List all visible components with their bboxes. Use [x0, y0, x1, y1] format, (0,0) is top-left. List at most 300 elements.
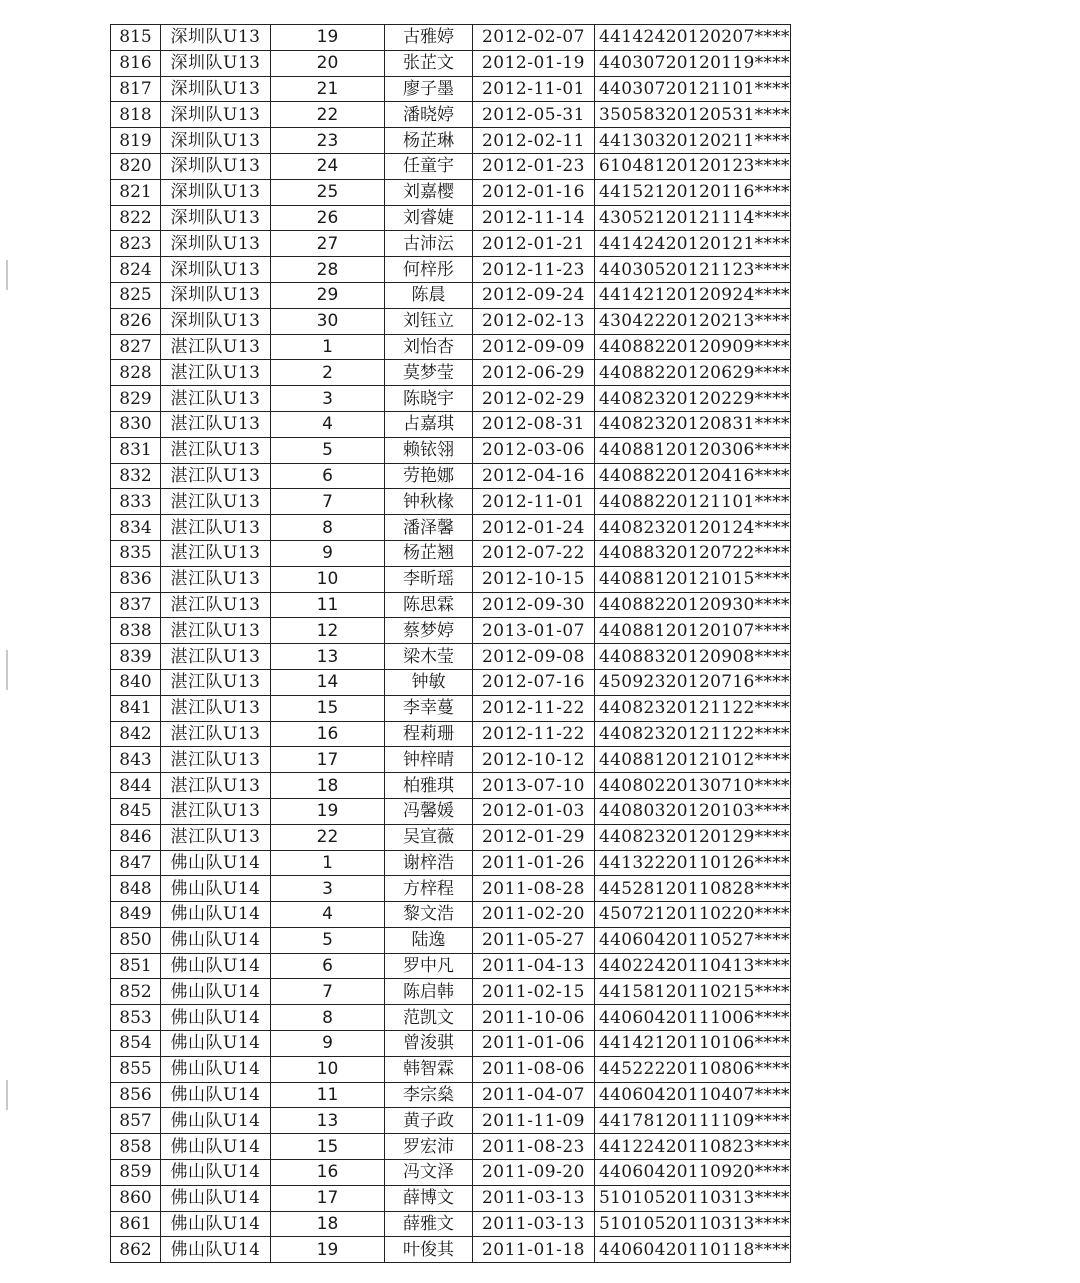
id-number: 44158120110215**** — [595, 979, 791, 1005]
team-cell: 湛江队U13 — [161, 798, 271, 824]
id-number: 44142120110106**** — [595, 1031, 791, 1057]
player-name: 韩智霖 — [385, 1056, 473, 1082]
id-number: 44080220130710**** — [595, 773, 791, 799]
id-number: 44152120120116**** — [595, 179, 791, 205]
birth-date: 2012-09-24 — [473, 282, 595, 308]
player-name: 吴宣薇 — [385, 824, 473, 850]
team-cell: 佛山队U14 — [161, 927, 271, 953]
player-name: 廖子墨 — [385, 76, 473, 102]
table-row — [111, 1005, 791, 1031]
id-number: 44142120120924**** — [595, 282, 791, 308]
team-cell: 深圳队U13 — [161, 50, 271, 76]
birth-date: 2012-07-16 — [473, 669, 595, 695]
row-index: 823 — [111, 231, 161, 257]
jersey-number: 2 — [271, 360, 385, 386]
player-name: 李宗燊 — [385, 1082, 473, 1108]
jersey-number: 7 — [271, 979, 385, 1005]
birth-date: 2011-02-20 — [473, 902, 595, 928]
jersey-number: 18 — [271, 1211, 385, 1237]
jersey-number: 16 — [271, 1160, 385, 1186]
team-cell: 湛江队U13 — [161, 824, 271, 850]
scan-margin-mark — [6, 650, 8, 690]
table-row — [111, 205, 791, 231]
birth-date: 2011-11-09 — [473, 1108, 595, 1134]
jersey-number: 27 — [271, 231, 385, 257]
team-cell: 湛江队U13 — [161, 515, 271, 541]
player-name: 程莉珊 — [385, 721, 473, 747]
id-number: 44082320121122**** — [595, 695, 791, 721]
jersey-number: 6 — [271, 953, 385, 979]
row-index: 842 — [111, 721, 161, 747]
jersey-number: 24 — [271, 153, 385, 179]
jersey-number: 22 — [271, 824, 385, 850]
row-index: 861 — [111, 1211, 161, 1237]
id-number: 44082320120229**** — [595, 386, 791, 412]
row-index: 853 — [111, 1005, 161, 1031]
player-name: 黎文浩 — [385, 902, 473, 928]
birth-date: 2011-02-15 — [473, 979, 595, 1005]
team-cell: 深圳队U13 — [161, 205, 271, 231]
jersey-number: 9 — [271, 1031, 385, 1057]
id-number: 44030720120119**** — [595, 50, 791, 76]
row-index: 851 — [111, 953, 161, 979]
player-name: 陈启韩 — [385, 979, 473, 1005]
team-cell: 湛江队U13 — [161, 334, 271, 360]
id-number: 44030720121101**** — [595, 76, 791, 102]
row-index: 818 — [111, 102, 161, 128]
birth-date: 2011-04-07 — [473, 1082, 595, 1108]
player-name: 劳艳娜 — [385, 463, 473, 489]
team-cell: 佛山队U14 — [161, 1134, 271, 1160]
table-row — [111, 386, 791, 412]
player-name: 柏雅琪 — [385, 773, 473, 799]
player-name: 刘睿婕 — [385, 205, 473, 231]
table-row — [111, 953, 791, 979]
id-number: 44122420110823**** — [595, 1134, 791, 1160]
id-number: 51010520110313**** — [595, 1185, 791, 1211]
row-index: 857 — [111, 1108, 161, 1134]
player-name: 古雅婷 — [385, 25, 473, 51]
player-name: 刘钰立 — [385, 308, 473, 334]
birth-date: 2012-10-15 — [473, 566, 595, 592]
jersey-number: 16 — [271, 721, 385, 747]
row-index: 854 — [111, 1031, 161, 1057]
row-index: 848 — [111, 876, 161, 902]
birth-date: 2011-08-23 — [473, 1134, 595, 1160]
jersey-number: 4 — [271, 411, 385, 437]
id-number: 44088120120306**** — [595, 437, 791, 463]
jersey-number: 15 — [271, 1134, 385, 1160]
team-cell: 佛山队U14 — [161, 1005, 271, 1031]
player-name: 刘嘉樱 — [385, 179, 473, 205]
id-number: 44088320120722**** — [595, 540, 791, 566]
table-row — [111, 437, 791, 463]
birth-date: 2012-06-29 — [473, 360, 595, 386]
row-index: 833 — [111, 489, 161, 515]
team-cell: 佛山队U14 — [161, 953, 271, 979]
player-name: 方梓程 — [385, 876, 473, 902]
birth-date: 2012-02-13 — [473, 308, 595, 334]
jersey-number: 21 — [271, 76, 385, 102]
id-number: 44522220110806**** — [595, 1056, 791, 1082]
row-index: 832 — [111, 463, 161, 489]
row-index: 849 — [111, 902, 161, 928]
id-number: 51010520110313**** — [595, 1211, 791, 1237]
team-cell: 湛江队U13 — [161, 386, 271, 412]
table-row — [111, 334, 791, 360]
id-number: 44060420110920**** — [595, 1160, 791, 1186]
id-number: 44082320120129**** — [595, 824, 791, 850]
table-row — [111, 1160, 791, 1186]
row-index: 838 — [111, 618, 161, 644]
birth-date: 2012-01-16 — [473, 179, 595, 205]
id-number: 44088220120416**** — [595, 463, 791, 489]
team-cell: 佛山队U14 — [161, 1160, 271, 1186]
jersey-number: 19 — [271, 798, 385, 824]
table-row — [111, 489, 791, 515]
row-index: 862 — [111, 1237, 161, 1263]
birth-date: 2012-10-12 — [473, 747, 595, 773]
birth-date: 2011-10-06 — [473, 1005, 595, 1031]
id-number: 44022420110413**** — [595, 953, 791, 979]
row-index: 826 — [111, 308, 161, 334]
birth-date: 2012-11-01 — [473, 76, 595, 102]
table-row — [111, 360, 791, 386]
player-name: 莫梦莹 — [385, 360, 473, 386]
team-cell: 深圳队U13 — [161, 102, 271, 128]
player-name: 李幸蔓 — [385, 695, 473, 721]
jersey-number: 5 — [271, 927, 385, 953]
jersey-number: 7 — [271, 489, 385, 515]
jersey-number: 9 — [271, 540, 385, 566]
jersey-number: 1 — [271, 334, 385, 360]
birth-date: 2012-09-08 — [473, 644, 595, 670]
birth-date: 2013-07-10 — [473, 773, 595, 799]
table-row — [111, 128, 791, 154]
table-row — [111, 308, 791, 334]
team-cell: 湛江队U13 — [161, 360, 271, 386]
table-row — [111, 102, 791, 128]
player-name: 何梓彤 — [385, 257, 473, 283]
player-name: 陈晓宇 — [385, 386, 473, 412]
team-cell: 湛江队U13 — [161, 618, 271, 644]
table-row — [111, 902, 791, 928]
jersey-number: 17 — [271, 1185, 385, 1211]
id-number: 44142420120207**** — [595, 25, 791, 51]
birth-date: 2012-11-14 — [473, 205, 595, 231]
row-index: 822 — [111, 205, 161, 231]
row-index: 829 — [111, 386, 161, 412]
table-row — [111, 1237, 791, 1263]
team-cell: 湛江队U13 — [161, 669, 271, 695]
id-number: 44088220120930**** — [595, 592, 791, 618]
birth-date: 2012-01-03 — [473, 798, 595, 824]
id-number: 43052120121114**** — [595, 205, 791, 231]
roster-body — [111, 25, 791, 1263]
team-cell: 佛山队U14 — [161, 1031, 271, 1057]
player-name: 古沛沄 — [385, 231, 473, 257]
table-row — [111, 721, 791, 747]
team-cell: 佛山队U14 — [161, 1211, 271, 1237]
team-cell: 佛山队U14 — [161, 1185, 271, 1211]
jersey-number: 26 — [271, 205, 385, 231]
jersey-number: 15 — [271, 695, 385, 721]
birth-date: 2012-02-11 — [473, 128, 595, 154]
row-index: 837 — [111, 592, 161, 618]
team-cell: 湛江队U13 — [161, 566, 271, 592]
table-row — [111, 773, 791, 799]
table-row — [111, 153, 791, 179]
birth-date: 2011-08-28 — [473, 876, 595, 902]
team-cell: 佛山队U14 — [161, 850, 271, 876]
table-row — [111, 1108, 791, 1134]
player-name: 钟秋椽 — [385, 489, 473, 515]
birth-date: 2012-01-23 — [473, 153, 595, 179]
jersey-number: 4 — [271, 902, 385, 928]
id-number: 44080320120103**** — [595, 798, 791, 824]
birth-date: 2012-01-21 — [473, 231, 595, 257]
team-cell: 湛江队U13 — [161, 721, 271, 747]
team-cell: 佛山队U14 — [161, 979, 271, 1005]
row-index: 816 — [111, 50, 161, 76]
player-name: 李昕瑶 — [385, 566, 473, 592]
team-cell: 佛山队U14 — [161, 1082, 271, 1108]
row-index: 819 — [111, 128, 161, 154]
id-number: 44130320120211**** — [595, 128, 791, 154]
row-index: 835 — [111, 540, 161, 566]
birth-date: 2012-01-19 — [473, 50, 595, 76]
row-index: 843 — [111, 747, 161, 773]
row-index: 828 — [111, 360, 161, 386]
jersey-number: 23 — [271, 128, 385, 154]
jersey-number: 11 — [271, 592, 385, 618]
id-number: 44088120121012**** — [595, 747, 791, 773]
id-number: 44178120111109**** — [595, 1108, 791, 1134]
scan-margin-mark — [6, 1080, 8, 1110]
row-index: 860 — [111, 1185, 161, 1211]
team-cell: 佛山队U14 — [161, 1108, 271, 1134]
team-cell: 湛江队U13 — [161, 437, 271, 463]
table-row — [111, 231, 791, 257]
row-index: 831 — [111, 437, 161, 463]
jersey-number: 8 — [271, 1005, 385, 1031]
birth-date: 2011-03-13 — [473, 1211, 595, 1237]
player-name: 占嘉琪 — [385, 411, 473, 437]
team-cell: 深圳队U13 — [161, 308, 271, 334]
id-number: 44528120110828**** — [595, 876, 791, 902]
birth-date: 2012-01-24 — [473, 515, 595, 541]
table-row — [111, 644, 791, 670]
jersey-number: 10 — [271, 566, 385, 592]
table-row — [111, 25, 791, 51]
birth-date: 2012-08-31 — [473, 411, 595, 437]
table-row — [111, 1082, 791, 1108]
table-row — [111, 824, 791, 850]
birth-date: 2012-11-22 — [473, 695, 595, 721]
id-number: 44132220110126**** — [595, 850, 791, 876]
team-cell: 湛江队U13 — [161, 592, 271, 618]
player-name: 张芷文 — [385, 50, 473, 76]
player-name: 刘怡杏 — [385, 334, 473, 360]
id-number: 35058320120531**** — [595, 102, 791, 128]
id-number: 44060420110118**** — [595, 1237, 791, 1263]
id-number: 45072120110220**** — [595, 902, 791, 928]
id-number: 44088220121101**** — [595, 489, 791, 515]
birth-date: 2013-01-07 — [473, 618, 595, 644]
table-row — [111, 411, 791, 437]
player-name: 钟梓晴 — [385, 747, 473, 773]
player-name: 梁木莹 — [385, 644, 473, 670]
player-name: 任童宇 — [385, 153, 473, 179]
table-row — [111, 927, 791, 953]
jersey-number: 11 — [271, 1082, 385, 1108]
team-cell: 佛山队U14 — [161, 1237, 271, 1263]
id-number: 44082320120831**** — [595, 411, 791, 437]
player-name: 陈思霖 — [385, 592, 473, 618]
player-name: 杨芷琳 — [385, 128, 473, 154]
scan-margin-mark — [6, 260, 8, 290]
player-name: 叶俊其 — [385, 1237, 473, 1263]
row-index: 855 — [111, 1056, 161, 1082]
id-number: 45092320120716**** — [595, 669, 791, 695]
table-row — [111, 618, 791, 644]
id-number: 44082320120124**** — [595, 515, 791, 541]
jersey-number: 3 — [271, 876, 385, 902]
jersey-number: 8 — [271, 515, 385, 541]
player-name: 罗宏沛 — [385, 1134, 473, 1160]
row-index: 846 — [111, 824, 161, 850]
row-index: 858 — [111, 1134, 161, 1160]
jersey-number: 28 — [271, 257, 385, 283]
table-row — [111, 76, 791, 102]
row-index: 847 — [111, 850, 161, 876]
table-row — [111, 257, 791, 283]
team-cell: 深圳队U13 — [161, 231, 271, 257]
player-name: 陆逸 — [385, 927, 473, 953]
team-cell: 佛山队U14 — [161, 902, 271, 928]
birth-date: 2012-11-22 — [473, 721, 595, 747]
row-index: 844 — [111, 773, 161, 799]
birth-date: 2012-09-30 — [473, 592, 595, 618]
birth-date: 2012-11-23 — [473, 257, 595, 283]
id-number: 44060420110527**** — [595, 927, 791, 953]
id-number: 61048120120123**** — [595, 153, 791, 179]
jersey-number: 5 — [271, 437, 385, 463]
player-name: 薛雅文 — [385, 1211, 473, 1237]
player-name: 曾浚骐 — [385, 1031, 473, 1057]
team-cell: 湛江队U13 — [161, 695, 271, 721]
row-index: 820 — [111, 153, 161, 179]
row-index: 841 — [111, 695, 161, 721]
jersey-number: 12 — [271, 618, 385, 644]
row-index: 834 — [111, 515, 161, 541]
jersey-number: 30 — [271, 308, 385, 334]
row-index: 859 — [111, 1160, 161, 1186]
team-cell: 湛江队U13 — [161, 411, 271, 437]
birth-date: 2011-09-20 — [473, 1160, 595, 1186]
table-row — [111, 850, 791, 876]
birth-date: 2012-09-09 — [473, 334, 595, 360]
id-number: 44088120121015**** — [595, 566, 791, 592]
birth-date: 2012-11-01 — [473, 489, 595, 515]
table-row — [111, 1211, 791, 1237]
row-index: 852 — [111, 979, 161, 1005]
row-index: 836 — [111, 566, 161, 592]
id-number: 43042220120213**** — [595, 308, 791, 334]
team-cell: 深圳队U13 — [161, 257, 271, 283]
row-index: 825 — [111, 282, 161, 308]
player-name: 蔡梦婷 — [385, 618, 473, 644]
id-number: 44088220120909**** — [595, 334, 791, 360]
player-name: 谢梓浩 — [385, 850, 473, 876]
birth-date: 2012-07-22 — [473, 540, 595, 566]
jersey-number: 19 — [271, 1237, 385, 1263]
team-cell: 深圳队U13 — [161, 128, 271, 154]
table-row — [111, 592, 791, 618]
id-number: 44030520121123**** — [595, 257, 791, 283]
birth-date: 2012-02-29 — [473, 386, 595, 412]
player-name: 薛博文 — [385, 1185, 473, 1211]
id-number: 44088220120629**** — [595, 360, 791, 386]
jersey-number: 20 — [271, 50, 385, 76]
player-name: 冯馨媛 — [385, 798, 473, 824]
jersey-number: 22 — [271, 102, 385, 128]
birth-date: 2012-04-16 — [473, 463, 595, 489]
birth-date: 2011-03-13 — [473, 1185, 595, 1211]
player-name: 潘泽馨 — [385, 515, 473, 541]
id-number: 44060420110407**** — [595, 1082, 791, 1108]
id-number: 44082320121122**** — [595, 721, 791, 747]
row-index: 815 — [111, 25, 161, 51]
birth-date: 2011-01-26 — [473, 850, 595, 876]
jersey-number: 17 — [271, 747, 385, 773]
birth-date: 2011-04-13 — [473, 953, 595, 979]
birth-date: 2011-05-27 — [473, 927, 595, 953]
player-name: 冯文泽 — [385, 1160, 473, 1186]
row-index: 824 — [111, 257, 161, 283]
table-row — [111, 747, 791, 773]
jersey-number: 13 — [271, 1108, 385, 1134]
table-row — [111, 669, 791, 695]
jersey-number: 18 — [271, 773, 385, 799]
player-name: 范凯文 — [385, 1005, 473, 1031]
table-row — [111, 50, 791, 76]
team-cell: 深圳队U13 — [161, 179, 271, 205]
jersey-number: 6 — [271, 463, 385, 489]
roster-table — [110, 24, 791, 1263]
team-cell: 佛山队U14 — [161, 876, 271, 902]
team-cell: 深圳队U13 — [161, 153, 271, 179]
birth-date: 2011-08-06 — [473, 1056, 595, 1082]
team-cell: 湛江队U13 — [161, 747, 271, 773]
team-cell: 湛江队U13 — [161, 540, 271, 566]
jersey-number: 13 — [271, 644, 385, 670]
jersey-number: 1 — [271, 850, 385, 876]
team-cell: 湛江队U13 — [161, 489, 271, 515]
row-index: 830 — [111, 411, 161, 437]
table-row — [111, 979, 791, 1005]
player-name: 黄子政 — [385, 1108, 473, 1134]
jersey-number: 14 — [271, 669, 385, 695]
jersey-number: 10 — [271, 1056, 385, 1082]
team-cell: 深圳队U13 — [161, 76, 271, 102]
player-name: 陈晨 — [385, 282, 473, 308]
team-cell: 湛江队U13 — [161, 463, 271, 489]
id-number: 44088120120107**** — [595, 618, 791, 644]
id-number: 44060420111006**** — [595, 1005, 791, 1031]
table-row — [111, 282, 791, 308]
team-cell: 湛江队U13 — [161, 644, 271, 670]
